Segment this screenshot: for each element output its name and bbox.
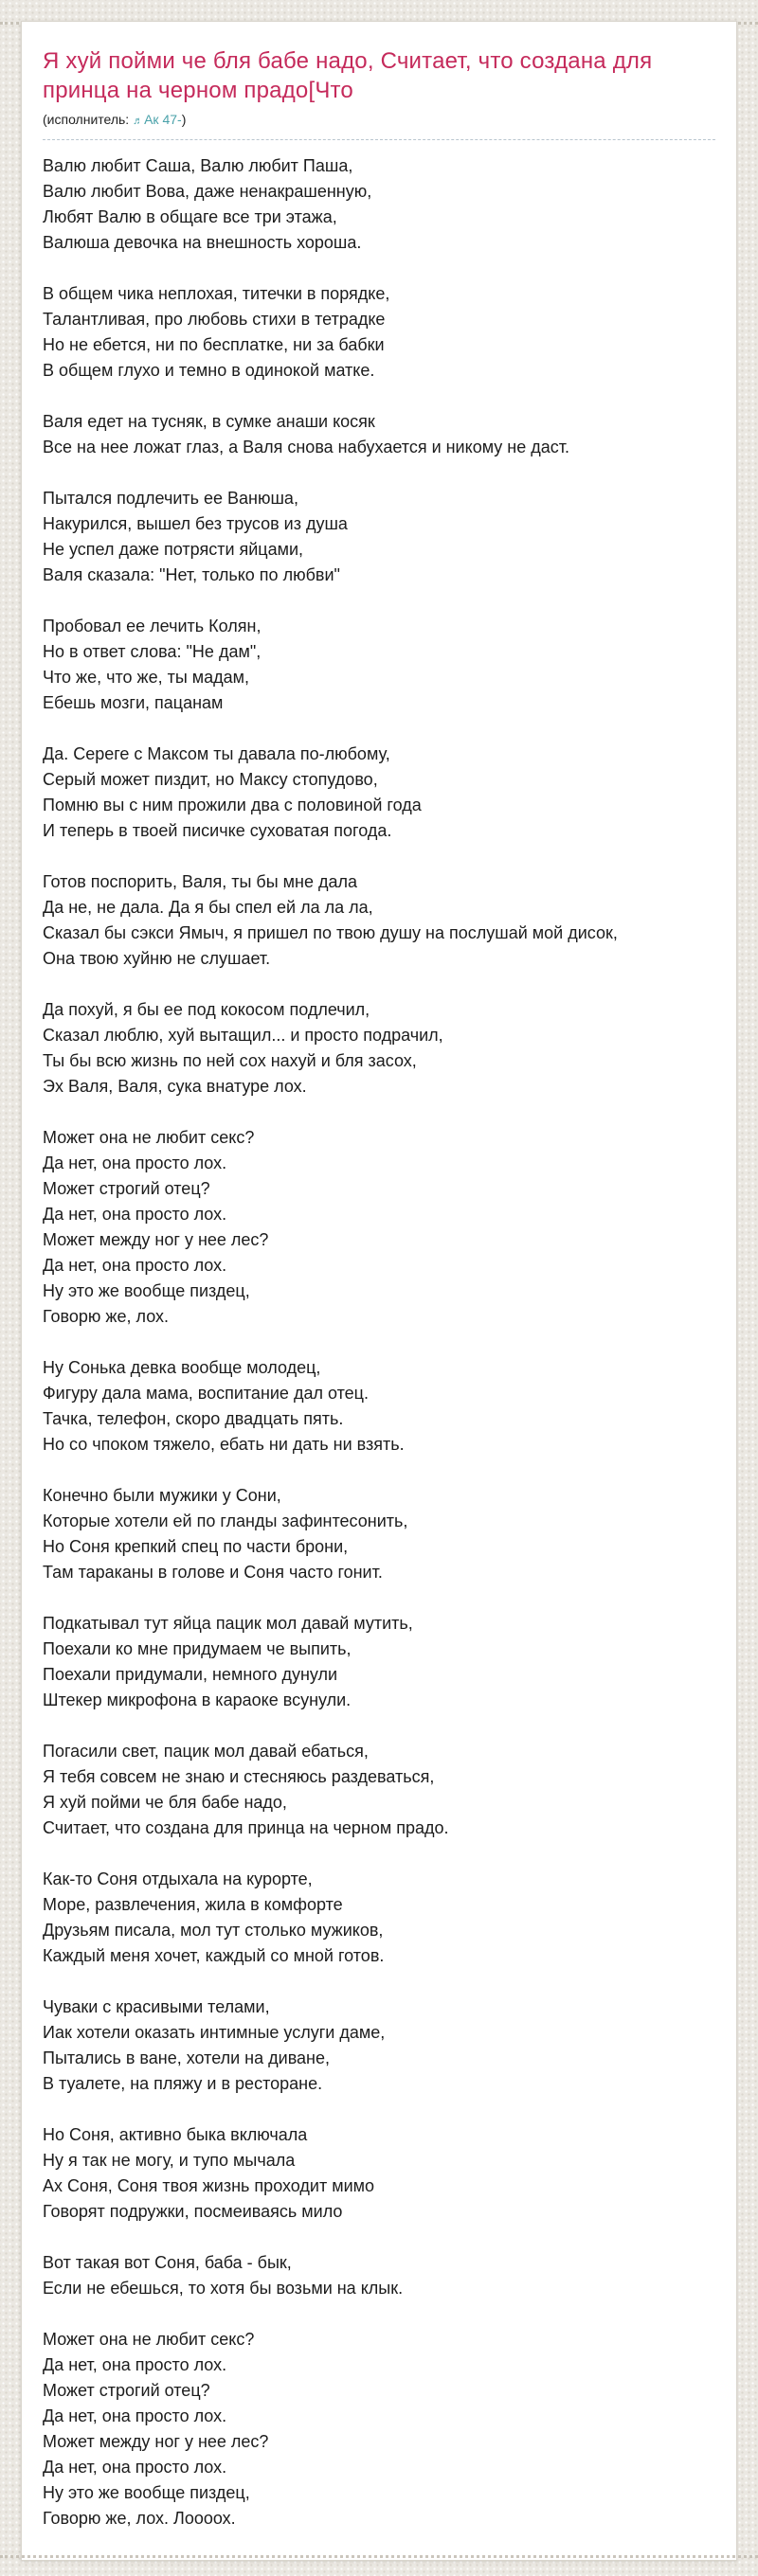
lyrics-line: В общем глухо и темно в одинокой матке. bbox=[43, 361, 375, 380]
lyrics-line: Море, развлечения, жила в комфорте bbox=[43, 1895, 343, 1914]
lyrics-line: Чуваки с красивыми телами, bbox=[43, 1997, 270, 2016]
lyrics-line: Да не, не дала. Да я бы спел ей ла ла ла, bbox=[43, 898, 373, 917]
lyrics-line: Может строгий отец? bbox=[43, 2381, 210, 2400]
lyrics-stanza bbox=[43, 1611, 715, 1713]
lyrics-line: Которые хотели ей по гланды зафинтесонить, bbox=[43, 1512, 408, 1530]
lyrics-stanza bbox=[43, 997, 715, 1100]
lyrics-line: Говорю же, лох. bbox=[43, 1307, 170, 1326]
lyrics-line: Да нет, она просто лох. bbox=[43, 2355, 227, 2374]
lyrics-line: В общем чика неплохая, титечки в порядке, bbox=[43, 284, 390, 303]
lyrics-line: Серый может пиздит, но Максу стопудово, bbox=[43, 770, 378, 789]
lyrics-stanza bbox=[43, 2250, 715, 2301]
lyrics-stanza bbox=[43, 2327, 715, 2531]
lyrics-stanza bbox=[43, 1483, 715, 1585]
lyrics-stanza bbox=[43, 742, 715, 844]
lyrics-body bbox=[43, 153, 715, 2531]
lyrics-line: Валя едет на тусняк, в сумке анаши косяк bbox=[43, 412, 375, 431]
lyrics-line: Ебешь мозги, пацанам bbox=[43, 693, 224, 712]
lyrics-stanza bbox=[43, 281, 715, 384]
lyrics-line: Как-то Соня отдыхала на курорте, bbox=[43, 1869, 313, 1888]
lyrics-line: Поехали придумали, немного дунули bbox=[43, 1665, 338, 1684]
lyrics-line: Валя сказала: "Нет, только по любви" bbox=[43, 565, 340, 584]
lyrics-line: И теперь в твоей писичке суховатая погода. bbox=[43, 821, 392, 840]
lyrics-line: Валюша девочка на внешность хороша. bbox=[43, 233, 362, 252]
artist-line bbox=[43, 111, 715, 130]
lyrics-line: Не успел даже потрясти яйцами, bbox=[43, 540, 304, 559]
header-divider bbox=[43, 139, 715, 140]
lyrics-line: Да нет, она просто лох. bbox=[43, 2458, 227, 2477]
lyrics-line: Что же, что же, ты мадам, bbox=[43, 668, 250, 687]
lyrics-line: Пытался подлечить ее Ванюша, bbox=[43, 489, 298, 508]
lyrics-line: Говорю же, лох. Лоооох. bbox=[43, 2509, 236, 2528]
lyrics-line: Талантливая, про любовь стихи в тетрадке bbox=[43, 310, 386, 329]
lyrics-line: Любят Валю в общаге все три этажа, bbox=[43, 207, 337, 226]
lyrics-line: Да. Сереге с Максом ты давала по-любому, bbox=[43, 744, 390, 763]
lyrics-line: Готов поспорить, Валя, ты бы мне дала bbox=[43, 872, 358, 891]
lyrics-line: Валю любит Саша, Валю любит Паша, bbox=[43, 156, 353, 175]
lyrics-line: Она твою хуйню не слушает. bbox=[43, 949, 271, 968]
lyrics-line: Считает, что создана для принца на черном прадо. bbox=[43, 1818, 449, 1837]
lyrics-line: Вот такая вот Соня, баба - бык, bbox=[43, 2253, 292, 2272]
lyrics-line: Может она не любит секс? bbox=[43, 2330, 255, 2349]
lyrics-stanza bbox=[43, 1125, 715, 1330]
lyrics-stanza bbox=[43, 486, 715, 588]
lyrics-line: Пробовал ее лечить Колян, bbox=[43, 617, 262, 635]
artist-label: (исполнитель: bbox=[43, 112, 130, 127]
lyrics-line: Может она не любит секс? bbox=[43, 1128, 255, 1147]
lyrics-line: Но со чпоком тяжело, ебать ни дать ни взять. bbox=[43, 1435, 405, 1454]
music-note-icon: ♬ bbox=[133, 116, 144, 127]
lyrics-stanza bbox=[43, 1995, 715, 2097]
lyrics-line: Накурился, вышел без трусов из душа bbox=[43, 514, 348, 533]
lyrics-line: Помню вы с ним прожили два с половиной года bbox=[43, 796, 422, 814]
lyrics-stanza bbox=[43, 1355, 715, 1458]
lyrics-line: Поехали ко мне придумаем че выпить, bbox=[43, 1639, 352, 1658]
page-background bbox=[0, 21, 758, 2561]
lyrics-stanza bbox=[43, 409, 715, 460]
lyrics-line: Говорят подружки, посмеиваясь мило bbox=[43, 2202, 343, 2221]
lyrics-line: Все на нее ложат глаз, а Валя снова набухается и никому не даст. bbox=[43, 438, 569, 456]
lyrics-line: Может между ног у нее лес? bbox=[43, 1230, 269, 1249]
artist-name: Ак 47- bbox=[144, 112, 182, 127]
lyrics-line: Эх Валя, Валя, сука внатуре лох. bbox=[43, 1077, 307, 1096]
lyrics-line: Может строгий отец? bbox=[43, 1179, 210, 1198]
lyrics-card bbox=[21, 21, 737, 2561]
lyrics-line: Я хуй пойми че бля бабе надо, bbox=[43, 1793, 287, 1812]
artist-suffix: ) bbox=[181, 112, 187, 127]
lyrics-line: Штекер микрофона в караоке всунули. bbox=[43, 1690, 352, 1709]
lyrics-line: Друзьям писала, мол тут столько мужиков, bbox=[43, 1921, 384, 1940]
lyrics-line: Да нет, она просто лох. bbox=[43, 1256, 227, 1275]
lyrics-line: В туалете, на пляжу и в ресторане. bbox=[43, 2074, 323, 2093]
lyrics-line: Если не ебешься, то хотя бы возьми на клык. bbox=[43, 2279, 404, 2298]
lyrics-line: Да нет, она просто лох. bbox=[43, 1154, 227, 1172]
lyrics-line: Там тараканы в голове и Соня часто гонит. bbox=[43, 1563, 383, 1582]
lyrics-line: Но Соня, активно быка включала bbox=[43, 2125, 308, 2144]
lyrics-line: Тачка, телефон, скоро двадцать пять. bbox=[43, 1409, 344, 1428]
lyrics-stanza bbox=[43, 153, 715, 256]
lyrics-line: Ну это же вообще пиздец, bbox=[43, 1281, 250, 1300]
lyrics-stanza bbox=[43, 1867, 715, 1969]
lyrics-line: Ах Соня, Соня твоя жизнь проходит мимо bbox=[43, 2176, 375, 2195]
song-title: Я хуй пойми че бля бабе надо, Считает, что создана для принца на черном прадо[Что bbox=[43, 48, 653, 103]
lyrics-line: Сказал люблю, хуй вытащил... и просто подрачил, bbox=[43, 1026, 443, 1045]
lyrics-stanza bbox=[43, 1739, 715, 1841]
lyrics-line: Да похуй, я бы ее под кокосом подлечил, bbox=[43, 1000, 370, 1019]
lyrics-line: Ну Сонька девка вообще молодец, bbox=[43, 1358, 321, 1377]
lyrics-line: Ты бы всю жизнь по ней сох нахуй и бля засох, bbox=[43, 1051, 417, 1070]
lyrics-line: Ну я так не могу, и тупо мычала bbox=[43, 2151, 296, 2170]
lyrics-line: Но не ебется, ни по бесплатке, ни за бабки bbox=[43, 335, 385, 354]
lyrics-stanza bbox=[43, 614, 715, 716]
lyrics-line: Валю любит Вова, даже ненакрашенную, bbox=[43, 182, 372, 201]
lyrics-line: Погасили свет, пацик мол давай ебаться, bbox=[43, 1742, 369, 1761]
lyrics-stanza bbox=[43, 2122, 715, 2225]
lyrics-line: Да нет, она просто лох. bbox=[43, 1205, 227, 1224]
lyrics-line: Может между ног у нее лес? bbox=[43, 2432, 269, 2451]
lyrics-line: Я тебя совсем не знаю и стесняюсь раздеваться, bbox=[43, 1767, 435, 1786]
lyrics-line: Иак хотели оказать интимные услуги даме, bbox=[43, 2023, 386, 2042]
lyrics-line: Сказал бы сэкси Ямыч, я пришел по твою душу на послушай мой дисок, bbox=[43, 923, 618, 942]
lyrics-line: Подкатывал тут яйца пацик мол давай мутить, bbox=[43, 1614, 413, 1633]
lyrics-line: Фигуру дала мама, воспитание дал отец. bbox=[43, 1384, 369, 1403]
artist-link[interactable] bbox=[133, 112, 182, 127]
lyrics-line: Да нет, она просто лох. bbox=[43, 2406, 227, 2425]
lyrics-line: Конечно были мужики у Сони, bbox=[43, 1486, 281, 1505]
lyrics-line: Ну это же вообще пиздец, bbox=[43, 2483, 250, 2502]
lyrics-line: Но в ответ слова: "Не дам", bbox=[43, 642, 262, 661]
lyrics-line: Пытались в ване, хотели на диване, bbox=[43, 2048, 331, 2067]
lyrics-line: Но Соня крепкий спец по части брони, bbox=[43, 1537, 349, 1556]
lyrics-line: Каждый меня хочет, каждый со мной готов. bbox=[43, 1946, 385, 1965]
lyrics-stanza bbox=[43, 869, 715, 972]
